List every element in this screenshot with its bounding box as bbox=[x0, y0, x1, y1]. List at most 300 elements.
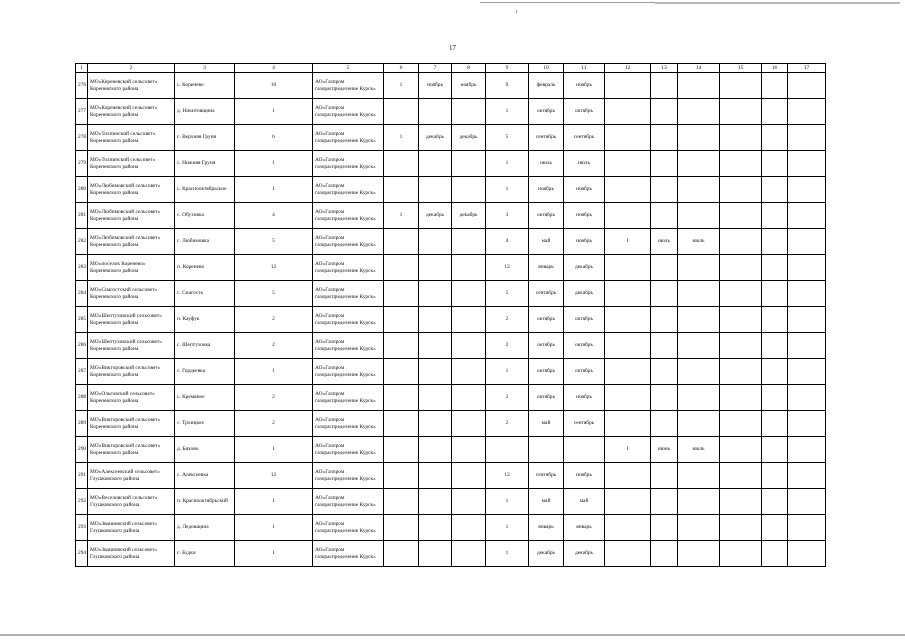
col11-cell: октябрь bbox=[564, 99, 605, 125]
count-cell: 12 bbox=[235, 255, 313, 281]
col17-cell bbox=[788, 151, 826, 177]
column-header-8: 8 bbox=[452, 64, 486, 73]
col16-cell bbox=[762, 463, 788, 489]
gas-company-cell: АО«Газпром газораспределение Курск» bbox=[313, 437, 384, 463]
col10-cell: январь bbox=[529, 255, 564, 281]
col8-cell bbox=[452, 463, 486, 489]
col8-cell bbox=[452, 255, 486, 281]
col16-cell bbox=[762, 515, 788, 541]
col6-cell bbox=[384, 411, 419, 437]
count-cell: 2 bbox=[235, 307, 313, 333]
settlement-cell: с. Шептуховка bbox=[175, 333, 235, 359]
settlement-cell: с. Коренево bbox=[175, 73, 235, 99]
page-number: 17 bbox=[449, 44, 456, 52]
col16-cell bbox=[762, 385, 788, 411]
col15-cell bbox=[720, 437, 762, 463]
col14-cell bbox=[678, 411, 720, 437]
col13-cell bbox=[651, 541, 678, 567]
col7-cell bbox=[419, 151, 452, 177]
col17-cell bbox=[788, 541, 826, 567]
table-row bbox=[76, 203, 826, 229]
settlement-cell: с. Верхняя Груня bbox=[175, 125, 235, 151]
column-header-9: 9 bbox=[486, 64, 529, 73]
row-number: 292 bbox=[76, 489, 88, 515]
count-cell: 1 bbox=[235, 489, 313, 515]
col7-cell bbox=[419, 281, 452, 307]
col10-cell: декабрь bbox=[529, 541, 564, 567]
col9-cell: 2 bbox=[486, 307, 529, 333]
col7-cell: ноябрь bbox=[419, 73, 452, 99]
col16-cell bbox=[762, 125, 788, 151]
count-cell: 1 bbox=[235, 177, 313, 203]
municipality-cell: МО«Званновский сельсовет» Глушковского района bbox=[88, 541, 175, 567]
col9-cell: 12 bbox=[486, 463, 529, 489]
col6-cell: 1 bbox=[384, 73, 419, 99]
scan-mark bbox=[516, 10, 517, 13]
col11-cell: октябрь bbox=[564, 333, 605, 359]
col7-cell bbox=[419, 541, 452, 567]
table-row bbox=[76, 489, 826, 515]
col15-cell bbox=[720, 385, 762, 411]
col7-cell bbox=[419, 307, 452, 333]
count-cell: 1 bbox=[235, 437, 313, 463]
col17-cell bbox=[788, 437, 826, 463]
column-header-4: 4 bbox=[235, 64, 313, 73]
col8-cell: ноябрь bbox=[452, 73, 486, 99]
col10-cell: октябрь bbox=[529, 99, 564, 125]
col6-cell bbox=[384, 281, 419, 307]
row-number: 291 bbox=[76, 463, 88, 489]
table-row bbox=[76, 281, 826, 307]
col7-cell bbox=[419, 99, 452, 125]
gas-company-cell: АО«Газпром газораспределение Курск» bbox=[313, 281, 384, 307]
col15-cell bbox=[720, 359, 762, 385]
gas-company-cell: АО«Газпром газораспределение Курск» bbox=[313, 99, 384, 125]
col8-cell bbox=[452, 515, 486, 541]
col17-cell bbox=[788, 229, 826, 255]
col9-cell: 2 bbox=[486, 385, 529, 411]
column-header-14: 14 bbox=[678, 64, 720, 73]
col11-cell: ноябрь bbox=[564, 73, 605, 99]
count-cell: 2 bbox=[235, 333, 313, 359]
gas-company-cell: АО«Газпром газораспределение Курск» bbox=[313, 307, 384, 333]
col7-cell bbox=[419, 489, 452, 515]
gas-company-cell: АО«Газпром газораспределение Курск» bbox=[313, 177, 384, 203]
col16-cell bbox=[762, 255, 788, 281]
col8-cell bbox=[452, 359, 486, 385]
col12-cell bbox=[605, 385, 651, 411]
col15-cell bbox=[720, 333, 762, 359]
col13-cell: июнь bbox=[651, 437, 678, 463]
col12-cell bbox=[605, 307, 651, 333]
count-cell: 1 bbox=[235, 151, 313, 177]
col11-cell: сентябрь bbox=[564, 411, 605, 437]
col6-cell bbox=[384, 541, 419, 567]
count-cell: 5 bbox=[235, 229, 313, 255]
col6-cell bbox=[384, 489, 419, 515]
settlement-cell: с. Краснооктябрьское bbox=[175, 177, 235, 203]
gas-company-cell: АО«Газпром газораспределение Курск» bbox=[313, 73, 384, 99]
col17-cell bbox=[788, 125, 826, 151]
row-number: 287 bbox=[76, 359, 88, 385]
col13-cell bbox=[651, 489, 678, 515]
col10-cell: январь bbox=[529, 515, 564, 541]
column-header-17: 17 bbox=[788, 64, 826, 73]
gas-company-cell: АО«Газпром газораспределение Курск» bbox=[313, 255, 384, 281]
gas-company-cell: АО«Газпром газораспределение Курск» bbox=[313, 333, 384, 359]
col15-cell bbox=[720, 73, 762, 99]
col14-cell bbox=[678, 489, 720, 515]
col17-cell bbox=[788, 99, 826, 125]
settlement-cell: с. Снагость bbox=[175, 281, 235, 307]
table-row bbox=[76, 515, 826, 541]
col6-cell bbox=[384, 151, 419, 177]
row-number: 293 bbox=[76, 515, 88, 541]
col11-cell: январь bbox=[564, 515, 605, 541]
col16-cell bbox=[762, 541, 788, 567]
col13-cell bbox=[651, 203, 678, 229]
col11-cell: ноябрь bbox=[564, 463, 605, 489]
column-header-16: 16 bbox=[762, 64, 788, 73]
col10-cell: октябрь bbox=[529, 359, 564, 385]
col12-cell bbox=[605, 99, 651, 125]
settlement-cell: с. Гордеевка bbox=[175, 359, 235, 385]
municipality-cell: МО«Толпинский сельсовет» Кореневского района bbox=[88, 151, 175, 177]
municipality-cell: МО«поселок Коренево» Кореневского района bbox=[88, 255, 175, 281]
municipality-cell: МО«Любимовский сельсовет» Кореневского района bbox=[88, 229, 175, 255]
col16-cell bbox=[762, 281, 788, 307]
row-number: 277 bbox=[76, 99, 88, 125]
header-row bbox=[76, 64, 826, 73]
col17-cell bbox=[788, 463, 826, 489]
col9-cell: 2 bbox=[486, 333, 529, 359]
row-number: 290 bbox=[76, 437, 88, 463]
municipality-cell: МО«Веселовский сельсовет» Глушковского района bbox=[88, 489, 175, 515]
count-cell: 2 bbox=[235, 411, 313, 437]
col10-cell: сентябрь bbox=[529, 125, 564, 151]
col12-cell bbox=[605, 541, 651, 567]
col13-cell bbox=[651, 359, 678, 385]
settlement-cell: с. Кремяное bbox=[175, 385, 235, 411]
col15-cell bbox=[720, 307, 762, 333]
col15-cell bbox=[720, 177, 762, 203]
col13-cell bbox=[651, 99, 678, 125]
count-cell: 1 bbox=[235, 359, 313, 385]
col6-cell bbox=[384, 99, 419, 125]
row-number: 294 bbox=[76, 541, 88, 567]
col13-cell bbox=[651, 151, 678, 177]
settlement-cell: д. Бяхово bbox=[175, 437, 235, 463]
col15-cell bbox=[720, 99, 762, 125]
column-header-5: 5 bbox=[313, 64, 384, 73]
col15-cell bbox=[720, 411, 762, 437]
col14-cell bbox=[678, 73, 720, 99]
col8-cell bbox=[452, 541, 486, 567]
count-cell: 6 bbox=[235, 125, 313, 151]
col10-cell: сентябрь bbox=[529, 463, 564, 489]
col14-cell bbox=[678, 515, 720, 541]
col11-cell: май bbox=[564, 489, 605, 515]
gas-company-cell: АО«Газпром газораспределение Курск» bbox=[313, 125, 384, 151]
col16-cell bbox=[762, 99, 788, 125]
col14-cell bbox=[678, 281, 720, 307]
row-number: 282 bbox=[76, 229, 88, 255]
col10-cell: май bbox=[529, 229, 564, 255]
col13-cell: июль bbox=[651, 229, 678, 255]
table-row bbox=[76, 307, 826, 333]
col6-cell bbox=[384, 333, 419, 359]
col7-cell bbox=[419, 229, 452, 255]
settlement-cell: с. Любимовка bbox=[175, 229, 235, 255]
col7-cell: декабрь bbox=[419, 203, 452, 229]
row-number: 284 bbox=[76, 281, 88, 307]
row-number: 279 bbox=[76, 151, 88, 177]
col8-cell bbox=[452, 151, 486, 177]
gas-company-cell: АО«Газпром газораспределение Курск» bbox=[313, 463, 384, 489]
col12-cell bbox=[605, 333, 651, 359]
gas-company-cell: АО«Газпром газораспределение Курск» bbox=[313, 515, 384, 541]
col6-cell bbox=[384, 307, 419, 333]
municipality-cell: МО«Шептуховский сельсовет» Кореневского района bbox=[88, 307, 175, 333]
row-number: 288 bbox=[76, 385, 88, 411]
col8-cell: декабрь bbox=[452, 125, 486, 151]
col9-cell: 5 bbox=[486, 281, 529, 307]
col14-cell bbox=[678, 463, 720, 489]
table-row bbox=[76, 359, 826, 385]
col16-cell bbox=[762, 73, 788, 99]
col16-cell bbox=[762, 307, 788, 333]
col13-cell bbox=[651, 73, 678, 99]
col16-cell bbox=[762, 151, 788, 177]
col15-cell bbox=[720, 515, 762, 541]
table-row bbox=[76, 437, 826, 463]
count-cell: 5 bbox=[235, 281, 313, 307]
col14-cell bbox=[678, 385, 720, 411]
col8-cell bbox=[452, 229, 486, 255]
settlement-cell: д. Ледовщина bbox=[175, 515, 235, 541]
column-header-6: 6 bbox=[384, 64, 419, 73]
municipality-cell: МО«Викторовский сельсовет» Кореневского района bbox=[88, 359, 175, 385]
settlement-cell: с. Троицкое bbox=[175, 411, 235, 437]
col17-cell bbox=[788, 281, 826, 307]
col7-cell bbox=[419, 515, 452, 541]
col10-cell: октябрь bbox=[529, 307, 564, 333]
col17-cell bbox=[788, 515, 826, 541]
municipality-cell: МО«Кореневский сельсовет» Кореневского района bbox=[88, 73, 175, 99]
count-cell: 1 bbox=[235, 99, 313, 125]
column-header-10: 10 bbox=[529, 64, 564, 73]
col14-cell bbox=[678, 99, 720, 125]
col11-cell: декабрь bbox=[564, 281, 605, 307]
col16-cell bbox=[762, 489, 788, 515]
col11-cell: ноябрь bbox=[564, 229, 605, 255]
table-row bbox=[76, 125, 826, 151]
column-header-15: 15 bbox=[720, 64, 762, 73]
col11-cell bbox=[564, 437, 605, 463]
col17-cell bbox=[788, 385, 826, 411]
col6-cell bbox=[384, 359, 419, 385]
col9-cell: 4 bbox=[486, 229, 529, 255]
municipality-cell: МО«Званновский сельсовет» Глушковского района bbox=[88, 515, 175, 541]
col16-cell bbox=[762, 229, 788, 255]
col13-cell bbox=[651, 255, 678, 281]
col13-cell bbox=[651, 281, 678, 307]
count-cell: 10 bbox=[235, 73, 313, 99]
col16-cell bbox=[762, 359, 788, 385]
col17-cell bbox=[788, 489, 826, 515]
count-cell: 4 bbox=[235, 203, 313, 229]
table-body bbox=[76, 73, 826, 567]
count-cell: 2 bbox=[235, 385, 313, 411]
col10-cell bbox=[529, 437, 564, 463]
municipality-cell: МО«Толпинский сельсовет» Кореневского района bbox=[88, 125, 175, 151]
col11-cell: ноябрь bbox=[564, 203, 605, 229]
col9-cell bbox=[486, 437, 529, 463]
bottom-rule bbox=[0, 634, 905, 636]
col13-cell bbox=[651, 125, 678, 151]
col9-cell: 1 bbox=[486, 99, 529, 125]
col9-cell: 5 bbox=[486, 125, 529, 151]
col16-cell bbox=[762, 203, 788, 229]
col15-cell bbox=[720, 255, 762, 281]
col16-cell bbox=[762, 411, 788, 437]
municipality-cell: МО«Снагостский сельсовет» Кореневского района bbox=[88, 281, 175, 307]
count-cell: 1 bbox=[235, 515, 313, 541]
col14-cell bbox=[678, 359, 720, 385]
col10-cell: май bbox=[529, 489, 564, 515]
col6-cell bbox=[384, 255, 419, 281]
municipality-cell: МО«Шептуховский сельсовет» Кореневского района bbox=[88, 333, 175, 359]
col11-cell: сентябрь bbox=[564, 125, 605, 151]
col17-cell bbox=[788, 73, 826, 99]
col10-cell: февраль bbox=[529, 73, 564, 99]
column-header-1: 1 bbox=[76, 64, 88, 73]
col7-cell: декабрь bbox=[419, 125, 452, 151]
col6-cell bbox=[384, 229, 419, 255]
col9-cell: 1 bbox=[486, 359, 529, 385]
municipality-cell: МО«Любимовский сельсовет» Кореневского района bbox=[88, 177, 175, 203]
col11-cell: ноябрь bbox=[564, 385, 605, 411]
col13-cell bbox=[651, 177, 678, 203]
col12-cell bbox=[605, 73, 651, 99]
table-row bbox=[76, 229, 826, 255]
count-cell: 12 bbox=[235, 463, 313, 489]
col6-cell bbox=[384, 177, 419, 203]
col11-cell: октябрь bbox=[564, 359, 605, 385]
col17-cell bbox=[788, 411, 826, 437]
col15-cell bbox=[720, 541, 762, 567]
col14-cell: июль bbox=[678, 229, 720, 255]
col13-cell bbox=[651, 515, 678, 541]
col8-cell: декабрь bbox=[452, 203, 486, 229]
settlement-cell: с. Алексеевка bbox=[175, 463, 235, 489]
col9-cell: 1 bbox=[486, 515, 529, 541]
col10-cell: октябрь bbox=[529, 203, 564, 229]
col7-cell bbox=[419, 411, 452, 437]
col7-cell bbox=[419, 463, 452, 489]
col9-cell: 1 bbox=[486, 177, 529, 203]
col10-cell: сентябрь bbox=[529, 281, 564, 307]
column-header-2: 2 bbox=[88, 64, 175, 73]
col12-cell bbox=[605, 203, 651, 229]
col15-cell bbox=[720, 203, 762, 229]
col14-cell bbox=[678, 541, 720, 567]
col8-cell bbox=[452, 437, 486, 463]
col17-cell bbox=[788, 203, 826, 229]
column-header-7: 7 bbox=[419, 64, 452, 73]
col7-cell bbox=[419, 385, 452, 411]
col6-cell bbox=[384, 515, 419, 541]
col15-cell bbox=[720, 151, 762, 177]
col10-cell: май bbox=[529, 411, 564, 437]
col12-cell bbox=[605, 359, 651, 385]
settlement-cell: п. Коренево bbox=[175, 255, 235, 281]
col12-cell bbox=[605, 255, 651, 281]
col14-cell bbox=[678, 255, 720, 281]
row-number: 281 bbox=[76, 203, 88, 229]
col15-cell bbox=[720, 229, 762, 255]
column-header-11: 11 bbox=[564, 64, 605, 73]
table-row bbox=[76, 73, 826, 99]
gas-company-cell: АО«Газпром газораспределение Курск» bbox=[313, 203, 384, 229]
gas-company-cell: АО«Газпром газораспределение Курск» bbox=[313, 151, 384, 177]
row-number: 278 bbox=[76, 125, 88, 151]
row-number: 280 bbox=[76, 177, 88, 203]
col12-cell bbox=[605, 125, 651, 151]
col9-cell: 3 bbox=[486, 203, 529, 229]
col9-cell: 1 bbox=[486, 489, 529, 515]
col6-cell: 1 bbox=[384, 125, 419, 151]
col14-cell bbox=[678, 203, 720, 229]
municipality-cell: МО«Кореневский сельсовет» Кореневского района bbox=[88, 99, 175, 125]
col12-cell bbox=[605, 151, 651, 177]
col12-cell: 1 bbox=[605, 229, 651, 255]
settlement-cell: с. Обуховка bbox=[175, 203, 235, 229]
col13-cell bbox=[651, 463, 678, 489]
col12-cell: 1 bbox=[605, 437, 651, 463]
table-row bbox=[76, 463, 826, 489]
col12-cell bbox=[605, 489, 651, 515]
table-row bbox=[76, 255, 826, 281]
table-row bbox=[76, 541, 826, 567]
count-cell: 1 bbox=[235, 541, 313, 567]
row-number: 276 bbox=[76, 73, 88, 99]
col16-cell bbox=[762, 437, 788, 463]
col9-cell: 1 bbox=[486, 541, 529, 567]
col9-cell: 2 bbox=[486, 411, 529, 437]
col14-cell bbox=[678, 177, 720, 203]
settlement-cell: п. Краснооктябрьский bbox=[175, 489, 235, 515]
table-header bbox=[76, 64, 826, 73]
col10-cell: октябрь bbox=[529, 385, 564, 411]
col7-cell bbox=[419, 359, 452, 385]
settlement-cell: д. Никитовщина bbox=[175, 99, 235, 125]
col7-cell bbox=[419, 255, 452, 281]
municipality-cell: МО«Алексеевский сельсовет» Глушковского района bbox=[88, 463, 175, 489]
col17-cell bbox=[788, 359, 826, 385]
col12-cell bbox=[605, 411, 651, 437]
gas-company-cell: АО«Газпром газораспределение Курск» bbox=[313, 229, 384, 255]
col8-cell bbox=[452, 385, 486, 411]
col8-cell bbox=[452, 177, 486, 203]
col8-cell bbox=[452, 281, 486, 307]
col14-cell bbox=[678, 125, 720, 151]
municipality-cell: МО«Любимовский сельсовет» Кореневского района bbox=[88, 203, 175, 229]
col9-cell: 12 bbox=[486, 255, 529, 281]
col6-cell bbox=[384, 463, 419, 489]
col8-cell bbox=[452, 411, 486, 437]
col14-cell bbox=[678, 307, 720, 333]
